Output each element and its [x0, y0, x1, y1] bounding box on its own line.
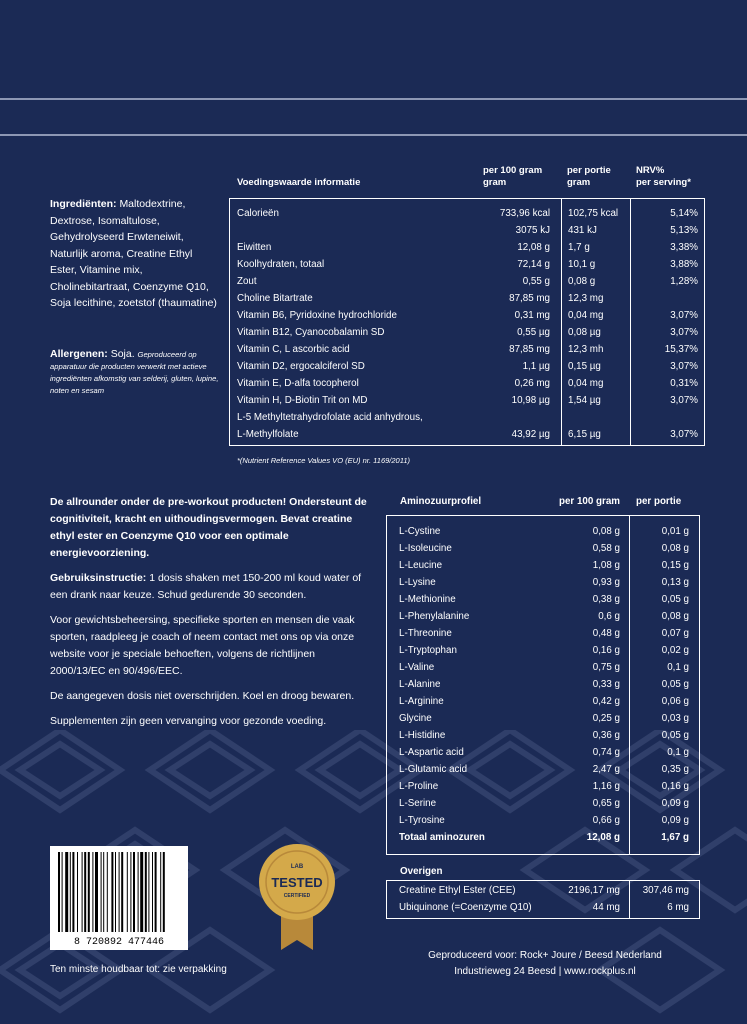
value-nrv: 5,14% — [670, 208, 698, 219]
top-divider-1 — [0, 98, 747, 100]
amino-per-portion: 0,03 g — [661, 713, 689, 724]
ingredients-list: Maltodextrine, Dextrose, Isomaltulose, Gehydrolyseerd Erwteneiwit, Naturlijk aroma, Creatine Ethyl Ester, Vitamine mix, Cholinebitartraat, Coenzyme Q10, Soja lecithine, zoetstof (thaumatine) — [50, 198, 217, 309]
amino-name: Glycine — [399, 713, 432, 724]
value-nrv: 3,07% — [670, 361, 698, 372]
usage-instructions — [50, 570, 370, 604]
description-lead: De allrounder onder de pre-workout producten! Ondersteunt de cognitiviteit, kracht en uithoudingsvermogen. Bevat creatine ethyl ester en Coenzyme Q10 voor een optimale energievoorziening. — [50, 496, 367, 559]
nutrient-name: Koolhydraten, totaal — [237, 259, 325, 270]
amino-name: L-Lysine — [399, 577, 436, 588]
producer-line-2: Industrieweg 24 Beesd | www.rockplus.nl — [454, 966, 636, 977]
other-name: Ubiquinone (=Coenzyme Q10) — [399, 902, 532, 913]
nutrient-name: Choline Bitartrate — [237, 293, 313, 304]
amino-portion-header: per portie — [636, 496, 682, 507]
ingredients-text — [50, 196, 220, 312]
value-per-100g: 10,98 µg — [511, 395, 550, 406]
value-nrv: 3,07% — [670, 310, 698, 321]
amino-per-100g: 0,16 g — [592, 645, 620, 656]
value-nrv: 3,07% — [670, 429, 698, 440]
value-per-100g: 0,55 µg — [517, 327, 550, 338]
nutrition-row — [230, 273, 704, 290]
amino-row — [387, 727, 699, 744]
amino-row — [387, 778, 699, 795]
value-nrv: 3,07% — [670, 327, 698, 338]
barcode — [50, 846, 188, 950]
value-per-100g: 87,85 mg — [509, 293, 550, 304]
supplement-note: Supplementen zijn geen vervanging voor gezonde voeding. — [50, 715, 327, 727]
amino-per-portion: 1,67 g — [661, 832, 689, 843]
amino-name: L-Methionine — [399, 594, 456, 605]
amino-row — [387, 710, 699, 727]
amino-name: L-Isoleucine — [399, 543, 452, 554]
value-nrv: 3,88% — [670, 259, 698, 270]
lab-tested-badge — [255, 840, 339, 952]
other-table — [386, 880, 700, 919]
barcode-number: 8 720892 477446 — [73, 937, 165, 948]
amino-table — [386, 515, 700, 855]
amino-per-100g: 2,47 g — [592, 764, 620, 775]
amino-name: L-Leucine — [399, 560, 443, 571]
producer-info — [390, 948, 700, 980]
amino-row — [387, 608, 699, 625]
amino-per-100g: 0,36 g — [592, 730, 620, 741]
nutrition-row — [230, 358, 704, 375]
nutrition-footnote: *(Nutrient Reference Values VO (EU) nr. 1169/2011) — [237, 456, 410, 465]
amino-per-100g: 0,65 g — [592, 798, 620, 809]
nutrient-name: Vitamin E, D-alfa tocopherol — [237, 378, 359, 389]
nutrition-row — [230, 222, 704, 239]
nutrient-name: Vitamin H, D-Biotin Trit on MD — [237, 395, 368, 406]
nutrition-row — [230, 205, 704, 222]
amino-per-portion: 0,16 g — [661, 781, 689, 792]
nutrient-name: Vitamin C, L ascorbic acid — [237, 344, 350, 355]
nutrient-name: Vitamin D2, ergocalciferol SD — [237, 361, 365, 372]
amino-per-100g: 0,6 g — [598, 611, 620, 622]
ingredients-label: Ingrediënten: — [50, 198, 117, 210]
amino-per-portion: 0,1 g — [667, 747, 689, 758]
amino-per-portion: 0,07 g — [661, 628, 689, 639]
usage-text: 1 dosis shaken met 150-200 ml koud water of een drank naar keuze. Schud gedurende 30 seconden. — [50, 572, 362, 601]
amino-name: L-Serine — [399, 798, 437, 809]
other-title: Overigen — [400, 866, 443, 877]
amino-row — [387, 557, 699, 574]
amino-per-100g: 1,08 g — [592, 560, 620, 571]
amino-per-100g: 0,74 g — [592, 747, 620, 758]
nutrition-row — [230, 426, 704, 443]
value-per-portion: 10,1 g — [568, 259, 596, 270]
amino-row — [387, 642, 699, 659]
nutrition-title: Voedingswaarde informatie — [237, 177, 361, 188]
allergens-label: Allergenen: — [50, 348, 108, 360]
value-per-100g: 0,55 g — [522, 276, 550, 287]
amino-title: Aminozuurprofiel — [400, 496, 482, 507]
weight-advice: Voor gewichtsbeheersing, specifieke sporten en mensen die vaak sporten, raadpleeg je coach of neem contact met ons op via onze website voor je speciale behoeften, volgens de richtlijnen 2000/13/EC en 90/496/EEC. — [50, 614, 355, 677]
value-nrv: 5,13% — [670, 225, 698, 236]
nutrition-row — [230, 290, 704, 307]
value-per-portion: 0,08 µg — [568, 327, 601, 338]
value-per-100g: 1,1 µg — [522, 361, 550, 372]
amino-row — [387, 761, 699, 778]
amino-name: L-Arginine — [399, 696, 444, 707]
amino-name: L-Valine — [399, 662, 435, 673]
nutrient-name: Calorieën — [237, 208, 279, 219]
amino-per-100g: 0,33 g — [592, 679, 620, 690]
amino-per-100g: 0,25 g — [592, 713, 620, 724]
amino-per-portion: 0,02 g — [661, 645, 689, 656]
amino-per-portion: 0,06 g — [661, 696, 689, 707]
value-nrv: 15,37% — [664, 344, 698, 355]
nutrition-row — [230, 409, 704, 426]
value-per-portion: 431 kJ — [568, 225, 597, 236]
amino-per-portion: 0,15 g — [661, 560, 689, 571]
value-per-100g: 3075 kJ — [515, 225, 550, 236]
value-per-portion: 0,04 mg — [568, 378, 604, 389]
amino-per-portion: 0,05 g — [661, 594, 689, 605]
amino-row — [387, 574, 699, 591]
nutrition-row — [230, 375, 704, 392]
amino-per100-header: per 100 gram — [559, 496, 620, 507]
nutrition-portion-header: per portie gram — [567, 165, 611, 188]
dose-warning: De aangegeven dosis niet overschrijden. Koel en droog bewaren. — [50, 690, 355, 702]
nutrition-nrv-header: NRV% per serving* — [636, 165, 691, 188]
product-description — [50, 494, 370, 738]
allergens-text — [50, 348, 222, 396]
amino-per-100g: 0,42 g — [592, 696, 620, 707]
amino-per-100g: 0,66 g — [592, 815, 620, 826]
value-per-100g: 87,85 mg — [509, 344, 550, 355]
nutrition-row — [230, 392, 704, 409]
amino-name: L-Tyrosine — [399, 815, 445, 826]
nutrition-row — [230, 324, 704, 341]
other-per-100g: 2196,17 mg — [568, 885, 620, 896]
allergens-value: Soja. — [110, 348, 135, 360]
value-per-portion: 1,7 g — [568, 242, 590, 253]
amino-per-portion: 0,05 g — [661, 730, 689, 741]
amino-row — [387, 812, 699, 829]
other-per-100g: 44 mg — [592, 902, 620, 913]
amino-name: L-Histidine — [399, 730, 446, 741]
nutrient-name: Vitamin B12, Cyanocobalamin SD — [237, 327, 385, 338]
value-per-portion: 1,54 µg — [568, 395, 601, 406]
amino-per-portion: 0,08 g — [661, 611, 689, 622]
value-nrv: 0,31% — [670, 378, 698, 389]
amino-name: L-Proline — [399, 781, 439, 792]
value-per-portion: 12,3 mg — [568, 293, 604, 304]
value-nrv: 3,07% — [670, 395, 698, 406]
best-before: Ten minste houdbaar tot: zie verpakking — [50, 964, 227, 975]
nutrient-name: L-5 Methyltetrahydrofolate acid anhydrous, — [237, 412, 423, 423]
other-name: Creatine Ethyl Ester (CEE) — [399, 885, 516, 896]
amino-per-portion: 0,1 g — [667, 662, 689, 673]
badge-bottom-text: CERTIFIED — [283, 893, 311, 899]
amino-per-100g: 0,93 g — [592, 577, 620, 588]
amino-per-100g: 12,08 g — [586, 832, 620, 843]
nutrition-per100-header: per 100 gram gram — [483, 165, 543, 188]
badge-main-text: TESTED — [271, 875, 323, 890]
amino-per-portion: 0,08 g — [661, 543, 689, 554]
value-nrv: 1,28% — [670, 276, 698, 287]
amino-total-row — [387, 829, 699, 846]
nutrient-name: Eiwitten — [237, 242, 272, 253]
nutrient-name: Zout — [237, 276, 257, 287]
amino-row — [387, 795, 699, 812]
value-per-100g: 72,14 g — [517, 259, 550, 270]
value-per-100g: 733,96 kcal — [499, 208, 550, 219]
amino-per-100g: 1,16 g — [592, 781, 620, 792]
nutrition-row — [230, 256, 704, 273]
top-divider-2 — [0, 134, 747, 136]
value-per-portion: 0,15 µg — [568, 361, 601, 372]
value-per-100g: 43,92 µg — [511, 429, 550, 440]
value-nrv: 3,38% — [670, 242, 698, 253]
other-row — [387, 899, 699, 916]
amino-per-100g: 0,38 g — [592, 594, 620, 605]
amino-per-portion: 0,01 g — [661, 526, 689, 537]
amino-name: L-Threonine — [399, 628, 452, 639]
amino-per-100g: 0,48 g — [592, 628, 620, 639]
nutrition-row — [230, 239, 704, 256]
nutrition-row — [230, 307, 704, 324]
value-per-100g: 12,08 g — [517, 242, 550, 253]
nutrient-name: L-Methylfolate — [237, 429, 299, 440]
value-per-100g: 0,26 mg — [514, 378, 550, 389]
amino-row — [387, 659, 699, 676]
amino-per-portion: 0,05 g — [661, 679, 689, 690]
usage-label: Gebruiksinstructie: — [50, 572, 147, 584]
amino-per-100g: 0,08 g — [592, 526, 620, 537]
allergens-note: Geproduceerd op apparatuur die producten verwerkt met actieve ingrediënten afkomstig van selderij, gluten, lupine, noten en sesam — [50, 350, 219, 395]
amino-name: L-Cystine — [399, 526, 441, 537]
amino-per-portion: 0,09 g — [661, 815, 689, 826]
other-per-portion: 307,46 mg — [642, 885, 689, 896]
amino-per-portion: 0,35 g — [661, 764, 689, 775]
amino-per-100g: 0,58 g — [592, 543, 620, 554]
value-per-portion: 0,08 g — [568, 276, 596, 287]
value-per-portion: 6,15 µg — [568, 429, 601, 440]
value-per-portion: 12,3 mh — [568, 344, 604, 355]
producer-line-1: Geproduceerd voor: Rock+ Joure / Beesd Nederland — [428, 950, 662, 961]
amino-row — [387, 744, 699, 761]
amino-name: L-Phenylalanine — [399, 611, 470, 622]
amino-row — [387, 625, 699, 642]
amino-row — [387, 676, 699, 693]
amino-name: Totaal aminozuren — [399, 832, 485, 843]
value-per-portion: 0,04 mg — [568, 310, 604, 321]
amino-row — [387, 591, 699, 608]
other-row — [387, 882, 699, 899]
nutrition-table — [229, 198, 705, 446]
nutrition-row — [230, 341, 704, 358]
value-per-100g: 0,31 mg — [514, 310, 550, 321]
amino-per-portion: 0,09 g — [661, 798, 689, 809]
amino-name: L-Aspartic acid — [399, 747, 464, 758]
amino-row — [387, 693, 699, 710]
amino-per-portion: 0,13 g — [661, 577, 689, 588]
amino-row — [387, 523, 699, 540]
amino-row — [387, 540, 699, 557]
amino-name: L-Tryptophan — [399, 645, 457, 656]
other-per-portion: 6 mg — [667, 902, 689, 913]
badge-top-text: LAB — [290, 864, 304, 870]
nutrient-name: Vitamin B6, Pyridoxine hydrochloride — [237, 310, 397, 321]
value-per-portion: 102,75 kcal — [568, 208, 619, 219]
amino-per-100g: 0,75 g — [592, 662, 620, 673]
amino-name: L-Glutamic acid — [399, 764, 468, 775]
barcode-bars — [50, 846, 188, 950]
amino-name: L-Alanine — [399, 679, 441, 690]
